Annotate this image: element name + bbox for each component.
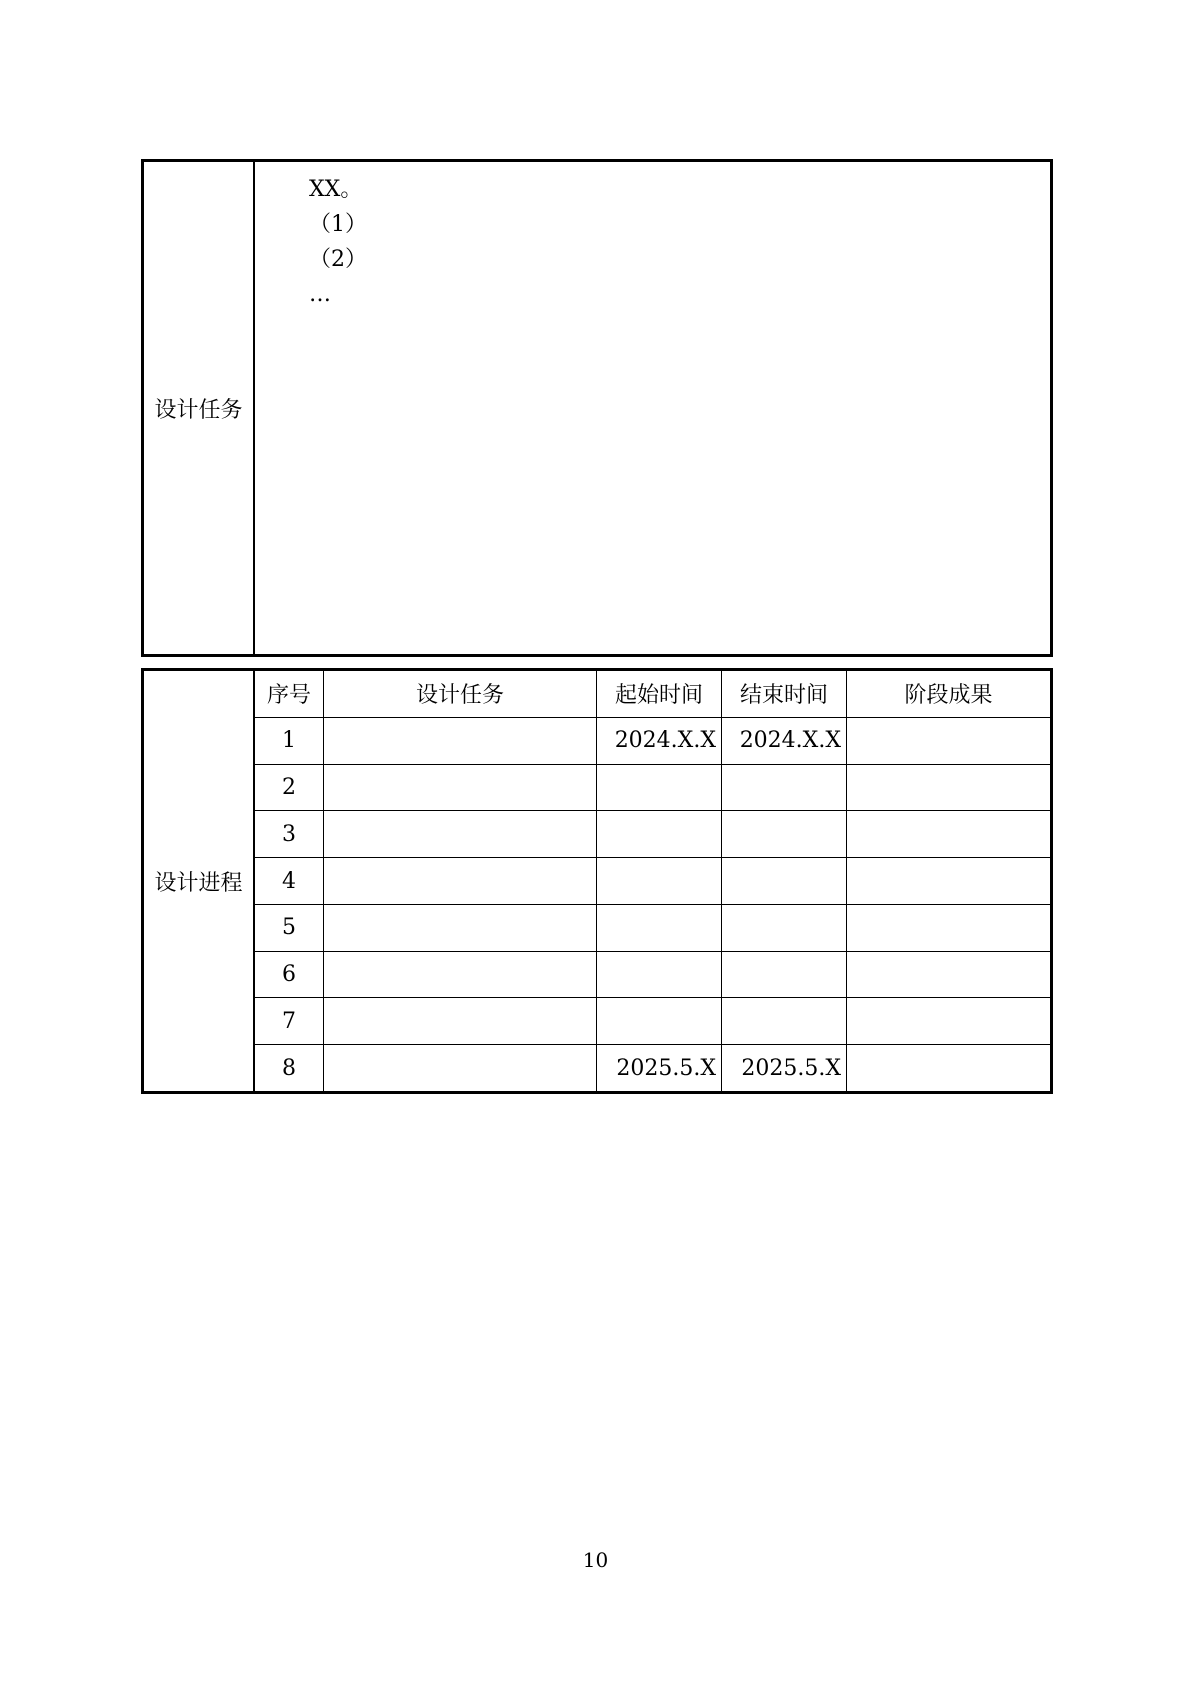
table-row [255, 952, 1050, 999]
cell-no: 1 [255, 718, 324, 764]
table-row [255, 998, 1050, 1045]
table-row [255, 811, 1050, 858]
cell-task[interactable] [324, 765, 597, 811]
cell-end-time[interactable]: 2024.X.X [722, 718, 847, 764]
cell-no: 5 [255, 905, 324, 951]
page-number: 10 [582, 1548, 609, 1572]
cell-start-time[interactable] [597, 765, 722, 811]
table-row [255, 1045, 1050, 1091]
cell-task[interactable] [324, 952, 597, 998]
cell-task[interactable] [324, 811, 597, 857]
cell-result[interactable] [847, 858, 1050, 904]
cell-start-time[interactable] [597, 858, 722, 904]
cell-no: 2 [255, 765, 324, 811]
cell-start-time[interactable] [597, 952, 722, 998]
cell-task[interactable] [324, 1045, 597, 1091]
cell-task[interactable] [324, 718, 597, 764]
cell-no: 3 [255, 811, 324, 857]
cell-start-time[interactable] [597, 811, 722, 857]
header-end-time: 结束时间 [722, 671, 847, 717]
header-no: 序号 [255, 671, 324, 717]
cell-no: 8 [255, 1045, 324, 1091]
cell-end-time[interactable]: 2025.5.X [722, 1045, 847, 1091]
cell-end-time[interactable] [722, 858, 847, 904]
cell-start-time[interactable] [597, 905, 722, 951]
cell-end-time[interactable] [722, 811, 847, 857]
table-header-row [255, 671, 1050, 718]
cell-task[interactable] [324, 858, 597, 904]
cell-no: 6 [255, 952, 324, 998]
table-row [255, 905, 1050, 952]
cell-result[interactable] [847, 765, 1050, 811]
task-line: （1） [309, 212, 367, 237]
cell-start-time[interactable] [597, 998, 722, 1044]
cell-result[interactable] [847, 718, 1050, 764]
design-task-label: 设计任务 [144, 162, 255, 654]
header-result: 阶段成果 [904, 683, 993, 709]
design-task-table [141, 159, 1053, 657]
task-line: … [309, 282, 331, 307]
cell-task[interactable] [324, 998, 597, 1044]
cell-start-time[interactable]: 2025.5.X [597, 1045, 722, 1091]
design-progress-table [141, 668, 1053, 1094]
header-start-time: 起始时间 [597, 671, 722, 717]
task-line: XX。 [309, 177, 363, 202]
table-row [255, 718, 1050, 765]
cell-result[interactable] [847, 1045, 1050, 1091]
cell-start-time[interactable]: 2024.X.X [597, 718, 722, 764]
cell-end-time[interactable] [722, 765, 847, 811]
table-row [255, 765, 1050, 812]
cell-end-time[interactable] [722, 998, 847, 1044]
cell-end-time[interactable] [722, 905, 847, 951]
header-task: 设计任务 [324, 671, 597, 717]
task-line: （2） [309, 247, 367, 272]
cell-result[interactable] [847, 905, 1050, 951]
design-task-content[interactable] [255, 162, 1050, 654]
cell-result[interactable] [847, 952, 1050, 998]
cell-result[interactable] [847, 998, 1050, 1044]
design-progress-label: 设计进程 [144, 671, 255, 1091]
cell-no: 4 [255, 858, 324, 904]
table-row [255, 858, 1050, 905]
cell-result[interactable] [847, 811, 1050, 857]
cell-task[interactable] [324, 905, 597, 951]
cell-end-time[interactable] [722, 952, 847, 998]
progress-grid [255, 671, 1050, 1091]
cell-no: 7 [255, 998, 324, 1044]
